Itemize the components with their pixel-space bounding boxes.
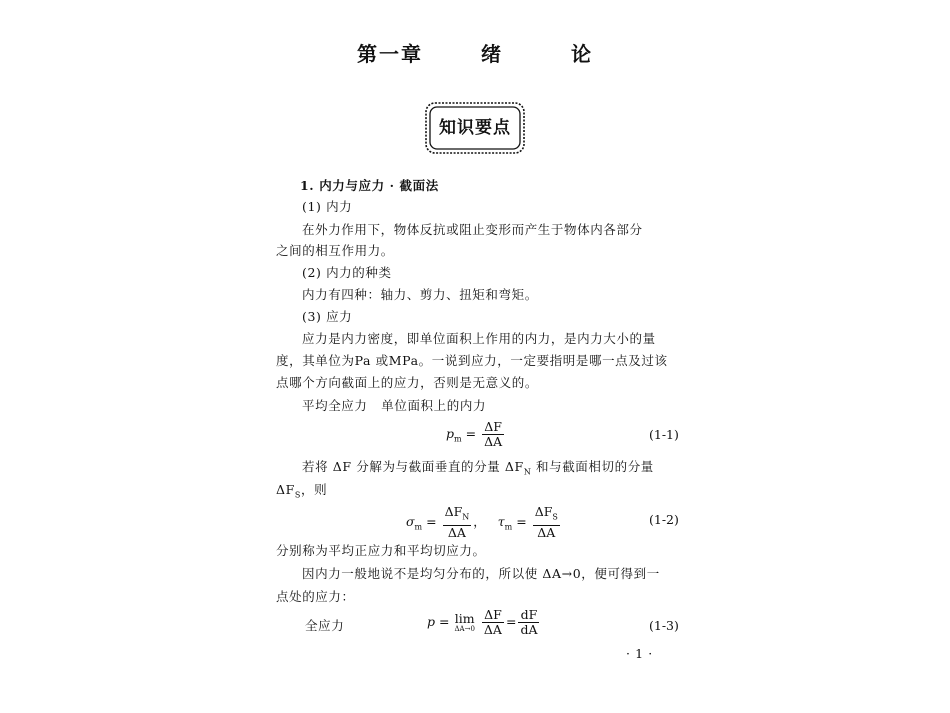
- eq-subscript: m: [414, 522, 423, 532]
- fraction-numerator: ΔF: [482, 608, 504, 623]
- fraction-denominator: ΔA: [483, 622, 502, 637]
- eq-subscript: m: [504, 522, 513, 532]
- eq-comma: ，: [473, 513, 486, 529]
- fraction-denominator: ΔA: [484, 434, 503, 449]
- eq-subscript: S: [552, 512, 558, 522]
- fraction-numerator: ΔF: [482, 420, 504, 435]
- eq-subscript: m: [454, 434, 462, 444]
- equation-1-3: [427, 608, 541, 637]
- fraction: [533, 505, 560, 540]
- equation-1-2: [406, 505, 562, 540]
- text-subscript: N: [523, 467, 532, 477]
- limit-subscript: ΔA→0: [454, 624, 475, 633]
- fraction: [518, 608, 539, 637]
- paragraph-line: 点哪个方向截面上的应力，否则是无意义的。: [276, 375, 539, 390]
- eq-symbol: p: [427, 614, 436, 629]
- eq-equals: =: [516, 513, 527, 529]
- eq-text: ΔF: [444, 504, 463, 519]
- chapter-word-1: 绪: [481, 42, 503, 66]
- equation-number: (1-2): [649, 512, 679, 527]
- eq-equals: =: [505, 614, 517, 629]
- text-run: 若将 ΔF 分解为与截面垂直的分量 ΔF: [302, 459, 524, 474]
- fraction: [443, 505, 472, 540]
- average-stress-label: 平均全应力: [302, 398, 368, 413]
- paragraph-line: 之间的相互作用力。: [276, 243, 394, 258]
- paragraph-line: 分别称为平均正应力和平均切应力。: [276, 543, 486, 558]
- equation-number: (1-1): [649, 427, 679, 442]
- text-run: 和与截面相切的分量: [531, 459, 654, 474]
- limit-operator: [454, 612, 474, 634]
- fraction-numerator: [443, 505, 472, 526]
- paragraph-line: 应力是内力密度，即单位面积上作用的内力，是内力大小的量: [302, 331, 656, 346]
- eq-symbol: τ: [497, 513, 505, 529]
- subheading-internal-force: (1) 内力: [302, 199, 353, 214]
- equation-1-1: [446, 420, 506, 449]
- section-heading: 1. 内力与应力 · 截面法: [300, 178, 439, 193]
- page-number: · 1 ·: [626, 646, 653, 661]
- fraction: [482, 608, 504, 637]
- fraction-denominator: ΔA: [537, 524, 556, 540]
- paragraph-line: 在外力作用下，物体反抗或阻止变形而产生于物体内各部分: [302, 222, 643, 237]
- eq-subscript: N: [462, 512, 470, 522]
- eq-symbol: σ: [406, 513, 415, 529]
- fraction-numerator: dF: [518, 608, 539, 623]
- text-run: ，则: [301, 482, 328, 497]
- eq-text: ΔF: [534, 504, 553, 519]
- paragraph-line: [276, 482, 327, 504]
- fraction-denominator: ΔA: [447, 524, 466, 540]
- knowledge-points-label: 知识要点: [439, 118, 511, 138]
- paragraph-line: 内力有四种：轴力、剪力、扭矩和弯矩。: [302, 287, 538, 302]
- equation-number: (1-3): [649, 618, 679, 633]
- paragraph-line: [302, 459, 654, 481]
- subheading-stress: (3) 应力: [302, 309, 353, 324]
- paragraph-line: 点处的应力：: [276, 589, 355, 604]
- eq-symbol: p: [446, 426, 455, 441]
- fraction-denominator: dA: [520, 622, 538, 637]
- limit-text: lim: [454, 610, 475, 626]
- chapter-title: [0, 38, 950, 67]
- average-stress-desc: 单位面积上的内力: [381, 398, 487, 413]
- eq-equals: =: [465, 426, 477, 441]
- average-stress-line: [302, 398, 486, 414]
- fraction-numerator: [533, 505, 560, 526]
- eq-equals: =: [439, 614, 450, 629]
- subheading-force-types: (2) 内力的种类: [302, 265, 392, 280]
- paragraph-line: 因内力一般地说不是均匀分布的，所以使 ΔA→0，便可得到一: [302, 566, 660, 581]
- text-run: ΔF: [276, 482, 295, 497]
- eq-equals: =: [426, 513, 437, 529]
- fraction: [482, 420, 504, 449]
- chapter-number: 第一章: [357, 42, 423, 66]
- chapter-word-2: 论: [571, 42, 593, 66]
- paragraph-line: 度，其单位为Pa 或MPa。一说到应力，一定要指明是哪一点及过该: [276, 353, 668, 368]
- total-stress-label: 全应力: [305, 618, 345, 633]
- text-subscript: S: [294, 490, 301, 500]
